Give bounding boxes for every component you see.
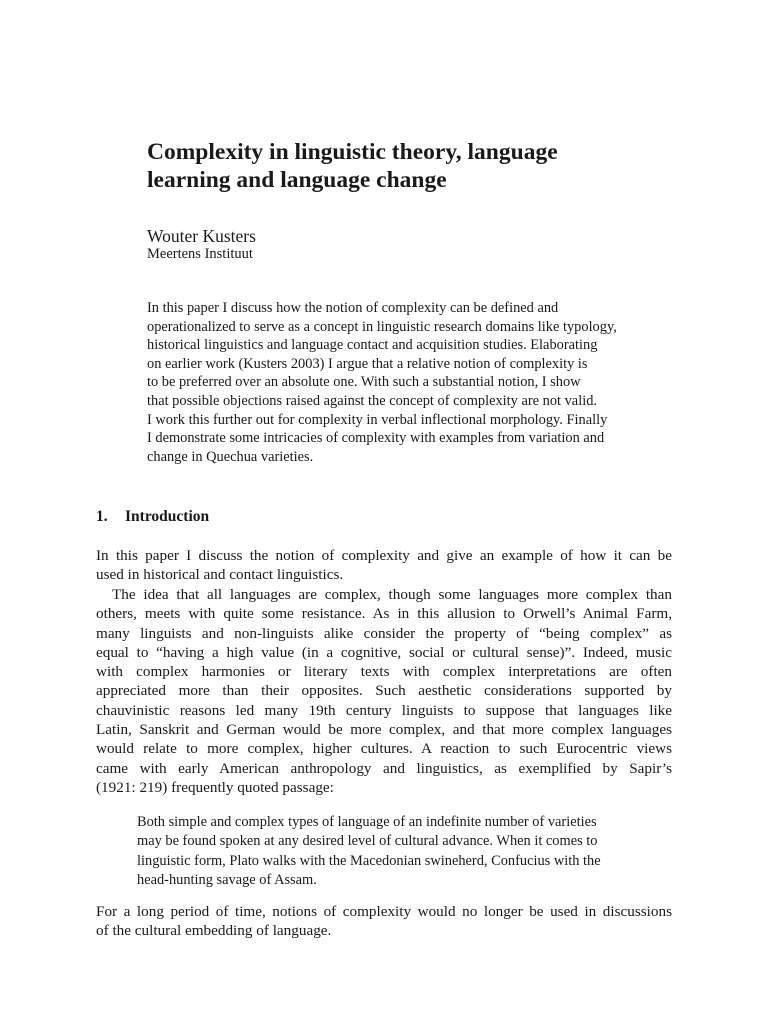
paragraph-line: with complex harmonies or literary texts with complex interpretations are often	[96, 663, 672, 681]
title-line: learning and language change	[147, 167, 447, 193]
body-paragraph	[96, 902, 672, 941]
abstract-line: In this paper I discuss how the notion of complexity can be defined and	[147, 300, 559, 316]
paper-title	[147, 138, 687, 194]
paragraph-line: others, meets with quite some resistance. As in this allusion to Orwell’s Animal Farm,	[96, 605, 672, 623]
paragraph-line: used in historical and contact linguistics.	[96, 566, 344, 584]
paragraph-line: For a long period of time, notions of complexity would no longer be used in discussions	[96, 903, 672, 920]
paragraph-line: In this paper I discuss the notion of complexity and give an example of how it can be	[96, 547, 672, 564]
author-affiliation: Meertens Instituut	[147, 246, 253, 262]
paragraph-line: The idea that all languages are complex, though some languages more complex than	[112, 586, 672, 603]
abstract-line: historical linguistics and language contact and acquisition studies. Elaborating	[147, 337, 598, 354]
abstract	[147, 299, 617, 466]
block-quote	[137, 813, 601, 890]
paragraph-line: (1921: 219) frequently quoted passage:	[96, 778, 334, 796]
paragraph-line: of the cultural embedding of language.	[96, 922, 332, 940]
abstract-line: change in Quechua varieties.	[147, 448, 314, 465]
paragraph-line: Latin, Sanskrit and German would be more complex, and that more complex languages	[96, 721, 672, 739]
abstract-line: that possible objections raised against the concept of complexity are not valid.	[147, 392, 597, 409]
abstract-line: operationalized to serve as a concept in linguistic research domains like typology,	[147, 318, 617, 335]
abstract-line: I demonstrate some intricacies of complexity with examples from variation and	[147, 430, 605, 447]
quote-line: linguistic form, Plato walks with the Macedonian swineherd, Confucius with the	[137, 852, 601, 869]
abstract-line: on earlier work (Kusters 2003) I argue that a relative notion of complexity is	[147, 355, 588, 372]
section-title: Introduction	[125, 508, 210, 525]
paragraph-line: chauvinistic reasons led many 19th century linguists to suppose that languages like	[96, 701, 672, 719]
quote-line: Both simple and complex types of language of an indefinite number of varieties	[137, 814, 597, 830]
paragraph-line: many linguists and non-linguists alike consider the property of “being complex” as	[96, 624, 672, 642]
paragraph-line: came with early American anthropology and linguistics, as exemplified by Sapir’s	[96, 759, 672, 777]
body-paragraph	[96, 546, 672, 585]
abstract-line: I work this further out for complexity in verbal inflectional morphology. Finally	[147, 411, 608, 428]
author-name: Wouter Kusters	[147, 226, 256, 246]
paragraph-line: appreciated more than their opposites. Such aesthetic considerations supported by	[96, 682, 672, 700]
section-number: 1.	[96, 508, 108, 525]
paragraph-line: equal to “having a high value (in a cognitive, social or cultural sense)”. Indeed, music	[96, 643, 672, 661]
quote-line: may be found spoken at any desired level of cultural advance. When it comes to	[137, 833, 598, 850]
section-heading	[96, 507, 209, 527]
quote-line: head-hunting savage of Assam.	[137, 871, 317, 888]
body-paragraph	[96, 585, 672, 797]
title-line: Complexity in linguistic theory, language	[147, 139, 558, 165]
abstract-line: to be preferred over an absolute one. With such a substantial notion, I show	[147, 374, 581, 391]
paragraph-line: would relate to more complex, higher cultures. A reaction to such Eurocentric views	[96, 740, 672, 758]
